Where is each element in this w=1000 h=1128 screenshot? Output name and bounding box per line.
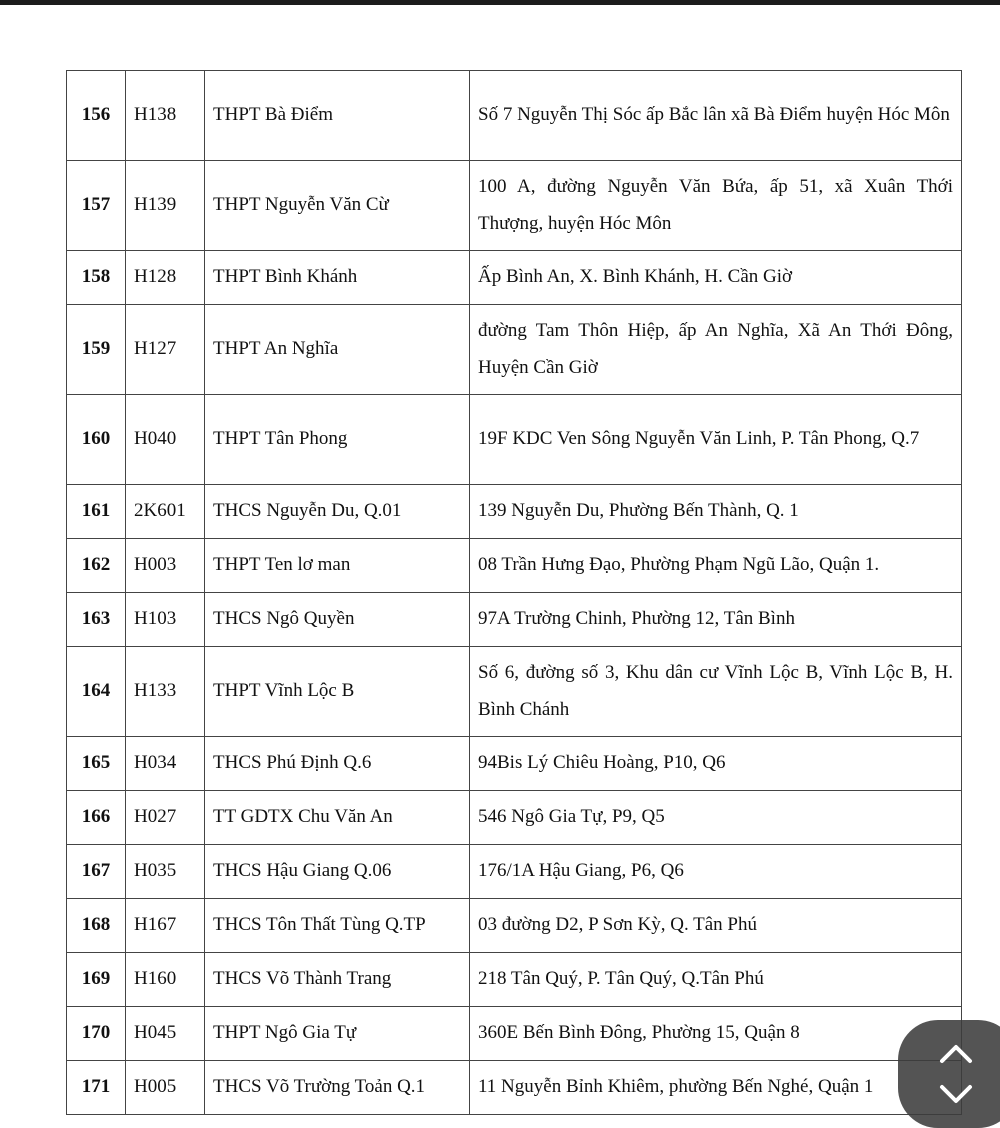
school-address: 08 Trần Hưng Đạo, Phường Phạm Ngũ Lão, Quận 1.: [470, 539, 962, 593]
table-row: [67, 539, 962, 593]
table-row: [67, 71, 962, 161]
row-number: 159: [67, 305, 126, 395]
school-code: H103: [126, 593, 205, 647]
school-address: 176/1A Hậu Giang, P6, Q6: [470, 845, 962, 899]
school-name: THCS Phú Định Q.6: [205, 737, 470, 791]
school-code: H133: [126, 647, 205, 737]
school-address: đường Tam Thôn Hiệp, ấp An Nghĩa, Xã An Thới Đông, Huyện Cần Giờ: [470, 305, 962, 395]
school-name: THPT Ngô Gia Tự: [205, 1007, 470, 1061]
school-code: 2K601: [126, 485, 205, 539]
school-address: Số 6, đường số 3, Khu dân cư Vĩnh Lộc B, Vĩnh Lộc B, H. Bình Chánh: [470, 647, 962, 737]
school-address: 100 A, đường Nguyễn Văn Bứa, ấp 51, xã Xuân Thới Thượng, huyện Hóc Môn: [470, 161, 962, 251]
school-code: H035: [126, 845, 205, 899]
school-name: THPT Vĩnh Lộc B: [205, 647, 470, 737]
top-bar: [0, 0, 1000, 5]
row-number: 156: [67, 71, 126, 161]
table-row: [67, 161, 962, 251]
school-name: TT GDTX Chu Văn An: [205, 791, 470, 845]
table-row: [67, 647, 962, 737]
school-code: H139: [126, 161, 205, 251]
school-address: 218 Tân Quý, P. Tân Quý, Q.Tân Phú: [470, 953, 962, 1007]
row-number: 157: [67, 161, 126, 251]
school-address: 11 Nguyễn Bỉnh Khiêm, phường Bến Nghé, Quận 1: [470, 1061, 962, 1115]
table-row: [67, 485, 962, 539]
school-name: THPT Bà Điểm: [205, 71, 470, 161]
table-row: [67, 593, 962, 647]
table-row: [67, 791, 962, 845]
table-row: [67, 899, 962, 953]
exam-location-table: [66, 70, 962, 1115]
row-number: 171: [67, 1061, 126, 1115]
table-row: [67, 1007, 962, 1061]
school-code: H003: [126, 539, 205, 593]
school-name: THCS Ngô Quyền: [205, 593, 470, 647]
school-name: THPT Ten lơ man: [205, 539, 470, 593]
school-name: THPT Bình Khánh: [205, 251, 470, 305]
row-number: 170: [67, 1007, 126, 1061]
row-number: 165: [67, 737, 126, 791]
table-row: [67, 251, 962, 305]
chevron-down-icon[interactable]: [938, 1083, 974, 1107]
school-code: H127: [126, 305, 205, 395]
school-name: THCS Võ Trường Toản Q.1: [205, 1061, 470, 1115]
school-code: H005: [126, 1061, 205, 1115]
school-code: H128: [126, 251, 205, 305]
school-name: THCS Hậu Giang Q.06: [205, 845, 470, 899]
row-number: 167: [67, 845, 126, 899]
school-name: THCS Võ Thành Trang: [205, 953, 470, 1007]
table-row: [67, 953, 962, 1007]
row-number: 158: [67, 251, 126, 305]
table-row: [67, 1061, 962, 1115]
school-address: 546 Ngô Gia Tự, P9, Q5: [470, 791, 962, 845]
school-address: 19F KDC Ven Sông Nguyễn Văn Linh, P. Tân Phong, Q.7: [470, 395, 962, 485]
row-number: 160: [67, 395, 126, 485]
school-code: H034: [126, 737, 205, 791]
school-address: 360E Bến Bình Đông, Phường 15, Quận 8: [470, 1007, 962, 1061]
table-row: [67, 845, 962, 899]
page-scroll-control[interactable]: [898, 1020, 1000, 1128]
row-number: 169: [67, 953, 126, 1007]
row-number: 164: [67, 647, 126, 737]
table-row: [67, 737, 962, 791]
school-name: THCS Tôn Thất Tùng Q.TP: [205, 899, 470, 953]
table-body: [67, 71, 962, 1115]
row-number: 168: [67, 899, 126, 953]
school-address: 03 đường D2, P Sơn Kỳ, Q. Tân Phú: [470, 899, 962, 953]
school-code: H138: [126, 71, 205, 161]
school-name: THCS Nguyễn Du, Q.01: [205, 485, 470, 539]
school-name: THPT Nguyễn Văn Cừ: [205, 161, 470, 251]
school-code: H045: [126, 1007, 205, 1061]
school-name: THPT An Nghĩa: [205, 305, 470, 395]
school-code: H027: [126, 791, 205, 845]
table-row: [67, 395, 962, 485]
row-number: 162: [67, 539, 126, 593]
row-number: 161: [67, 485, 126, 539]
school-address: Ấp Bình An, X. Bình Khánh, H. Cần Giờ: [470, 251, 962, 305]
school-address: 97A Trường Chinh, Phường 12, Tân Bình: [470, 593, 962, 647]
school-name: THPT Tân Phong: [205, 395, 470, 485]
school-address: 94Bis Lý Chiêu Hoàng, P10, Q6: [470, 737, 962, 791]
school-address: 139 Nguyễn Du, Phường Bến Thành, Q. 1: [470, 485, 962, 539]
school-code: H160: [126, 953, 205, 1007]
row-number: 163: [67, 593, 126, 647]
school-address: Số 7 Nguyễn Thị Sóc ấp Bắc lân xã Bà Điểm huyện Hóc Môn: [470, 71, 962, 161]
school-code: H167: [126, 899, 205, 953]
row-number: 166: [67, 791, 126, 845]
school-code: H040: [126, 395, 205, 485]
chevron-up-icon[interactable]: [938, 1041, 974, 1065]
table-row: [67, 305, 962, 395]
